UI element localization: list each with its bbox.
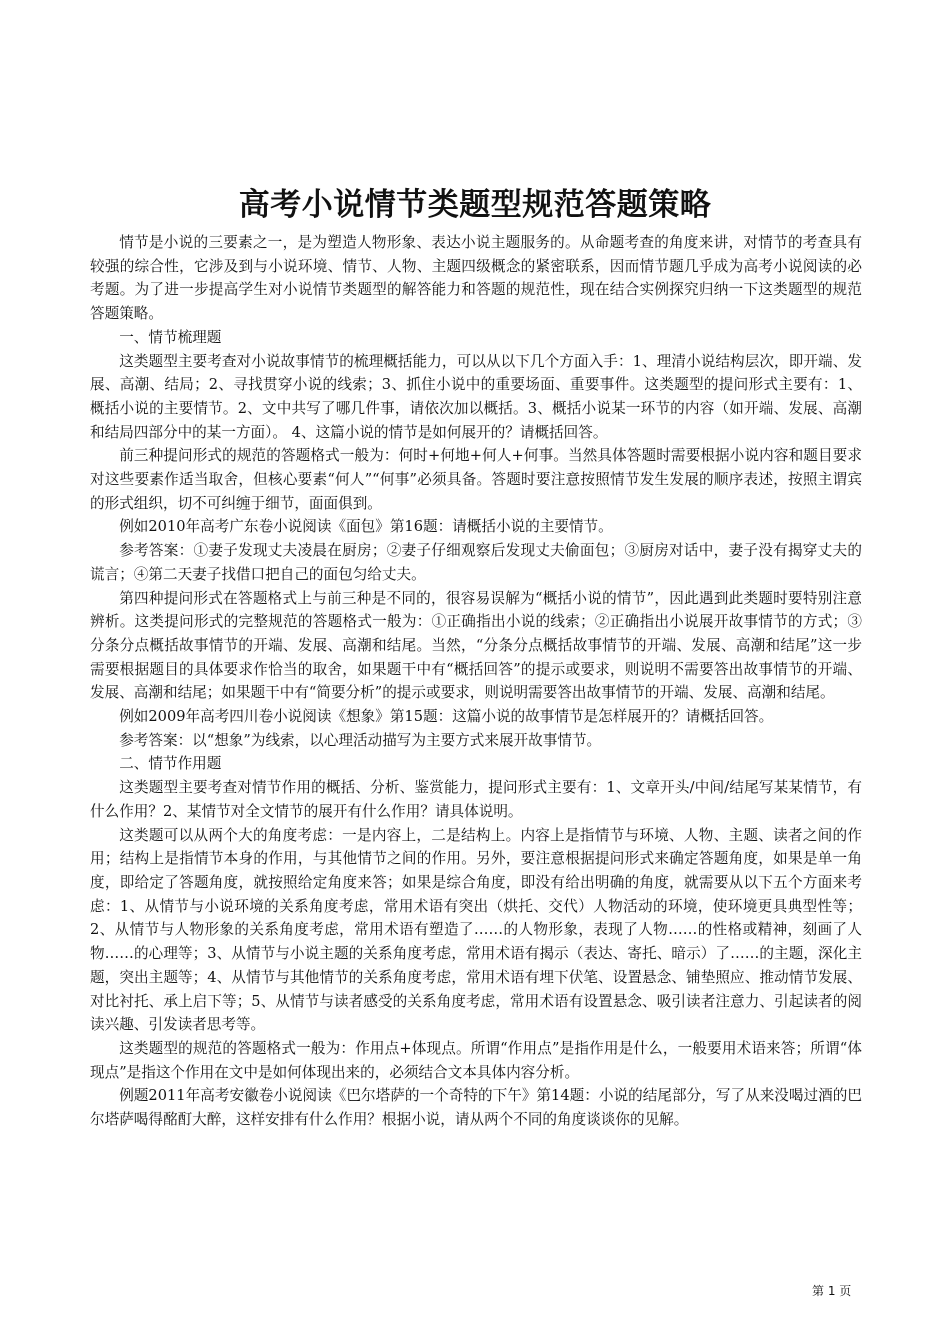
example-question: 例如2010年高考广东卷小说阅读《面包》第16题：请概括小说的主要情节。 [119,518,613,536]
reference-answer: 参考答案：①妻子发现丈夫凌晨在厨房；②妻子仔细观察后发现丈夫偷面包；③厨房对话中，妻子没有揭穿丈夫的谎言；④第二天妻子找借口把自己的面包匀给丈夫。 [90,542,862,583]
paragraph: 这类题型主要考查对小说故事情节的梳理概括能力，可以从以下几个方面入手：1、理清小说结构层次，即开端、发展、高潮、结局；2、寻找贯穿小说的线索；3、抓住小说中的重要场面、重要事件。这类题型的提问形式主要有：1、概括小说的主要情节。2、文中共写了哪几件事，请依次加以概括。3、概括小说某一环节的内容（如开端、发展、高潮和结局四部分中的某一方面）。 4、这篇小说的情节是如何展开的？请概括回答。 [90,352,862,441]
example-question: 例题2011年高考安徽卷小说阅读《巴尔塔萨的一个奇特的下午》第14题：小说的结尾部分，写了从来没喝过酒的巴尔塔萨喝得酩酊大醉，这样安排有什么作用？根据小说，请从两个不同的角度谈谈你的见解。 [90,1087,862,1129]
paragraph: 这类题型的规范的答题格式一般为：作用点+体现点。所谓“作用点”是指作用是什么，一般要用术语来答；所谓“体现点”是指这个作用在文中是如何体现出来的，必须结合文本具体内容分析。 [90,1039,862,1081]
paragraph: 前三种提问形式的规范的答题格式一般为：何时+何地+何人+何事。当然具体答题时需要根据小说内容和题目要求对这些要素作适当取舍，但核心要素“何人”“何事”必须具备。答题时要注意按照情节发生发展的顺序表述，按照主谓宾的形式组织，切不可纠缠于细节，面面俱到。 [90,447,862,512]
example-question: 例如2009年高考四川卷小说阅读《想象》第15题：这篇小说的故事情节是怎样展开的？请概括回答。 [119,708,774,726]
paragraph: 第四种提问形式在答题格式上与前三种是不同的，很容易误解为“概括小说的情节”，因此遇到此类题时要特别注意辨析。这类提问形式的完整规范的答题格式一般为：①正确指出小说的线索；②正确指出小说展开故事情节的方式；③分条分点概括故事情节的开端、发展、高潮和结尾。当然，“分条分点概括故事情节的开端、发展、高潮和结尾”这一步需要根据题目的具体要求作恰当的取舍，如果题干中有“概括回答”的提示或要求，则说明不需要答出故事情节的开端、发展、高潮和结尾；如果题干中有“简要分析”的提示或要求，则说明需要答出故事情节的开端、发展、高潮和结尾。 [90,589,862,702]
intro-paragraph: 情节是小说的三要素之一，是为塑造人物形象、表达小说主题服务的。从命题考查的角度来讲，对情节的考查具有较强的综合性，它涉及到与小说环境、情节、人物、主题四级概念的紧密联系，因而情节题几乎成为高考小说阅读的必考题。为了进一步提高学生对小说情节类题型的解答能力和答题的规范性，现在结合实例探究归纳一下这类题型的规范答题策略。 [90,234,862,323]
paragraph: 这类题型主要考查对情节作用的概括、分析、鉴赏能力，提问形式主要有：1、文章开头/中间/结尾写某某情节，有什么作用？2、某情节对全文情节的展开有什么作用？请具体说明。 [90,779,862,820]
page-number: 第 1 页 [812,1284,852,1298]
document-body [90,231,862,1132]
paragraph: 这类题可以从两个大的角度考虑：一是内容上，二是结构上。内容上是指情节与环境、人物、主题、读者之间的作用；结构上是指情节本身的作用，与其他情节之间的作用。另外，要注意根据提问形式来确定答题角度，如果是单一角度，即给定了答题角度，就按照给定角度来答；如果是综合角度，即没有给出明确的角度，就需要从以下五个方面来考虑：1、从情节与小说环境的关系角度考虑，常用术语有突出（烘托、交代）人物活动的环境，使环境更具典型性等；2、从情节与人物形象的关系角度考虑，常用术语有塑造了……的人物形象，表现了人物……的性格或精神，刻画了人物……的心理等；3、从情节与小说主题的关系角度考虑，常用术语有揭示（表达、寄托、暗示）了……的主题，深化主题，突出主题等；4、从情节与其他情节的关系角度考虑，常用术语有埋下伏笔、设置悬念、铺垫照应、推动情节发展、对比衬托、承上启下等；5、从情节与读者感受的关系角度考虑，常用术语有设置悬念、吸引读者注意力、引起读者的阅读兴趣、引发读者思考等。 [90,826,862,1034]
section-heading-plot-function: 二、情节作用题 [119,755,222,773]
reference-answer: 参考答案：以“想象”为线索，以心理活动描写为主要方式来展开故事情节。 [119,731,602,749]
section-heading-plot-summary: 一、情节梳理题 [119,328,222,346]
document-title: 高考小说情节类题型规范答题策略 [238,187,712,223]
